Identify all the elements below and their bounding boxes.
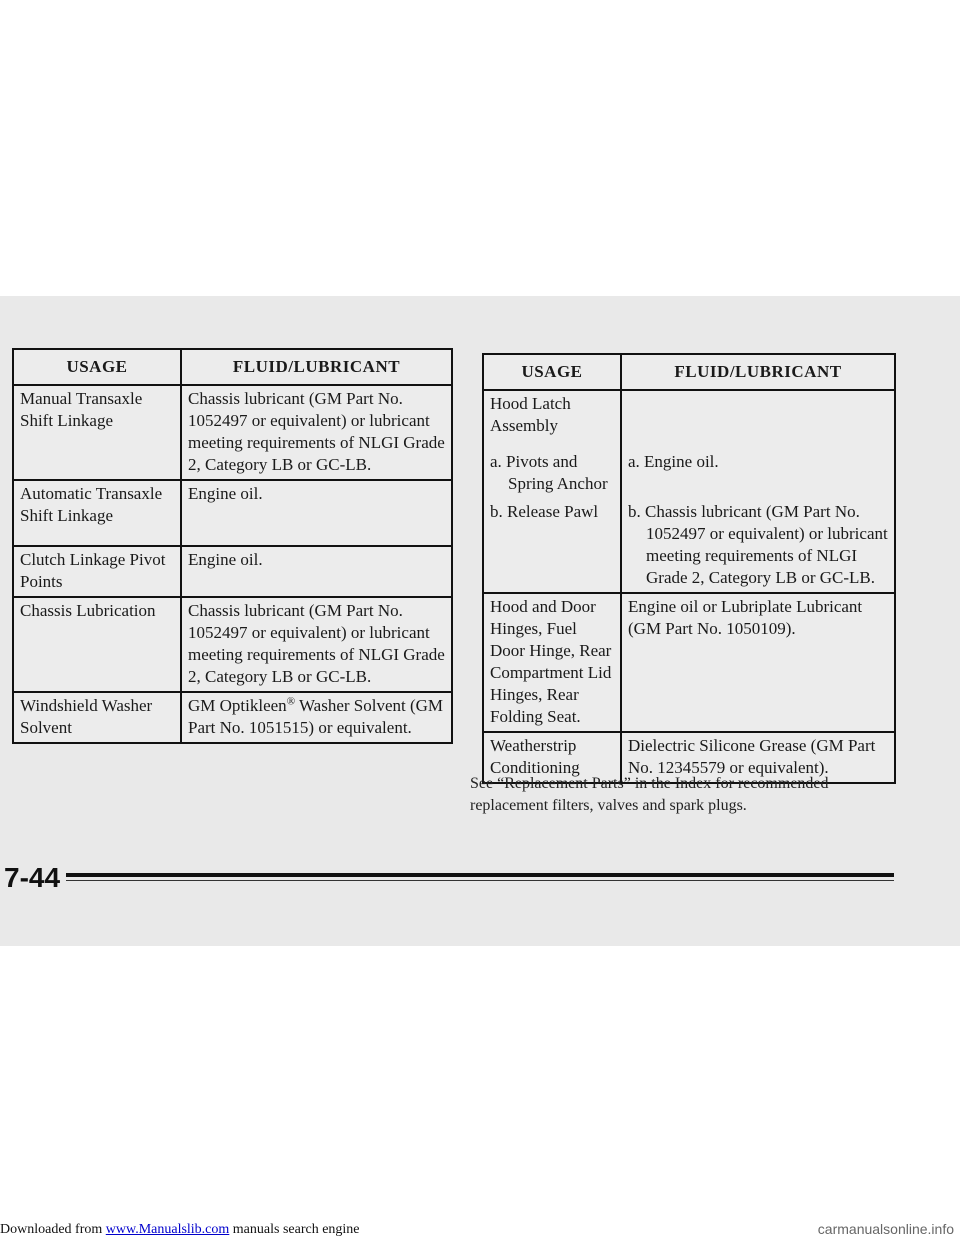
usage-cell: Hood and Door Hinges, Fuel Door Hinge, Rear Compartment Lid Hinges, Rear Folding Seat. xyxy=(483,593,621,732)
usage-cell: Weatherstrip Conditioning xyxy=(483,732,621,783)
table-row xyxy=(13,597,452,692)
fluid-cell: Chassis lubricant (GM Part No. 1052497 or equivalent) or lubricant meeting requirements of NLGI Grade 2, Category LB or GC-LB. xyxy=(181,385,452,480)
fluid-cell xyxy=(621,390,895,593)
download-banner xyxy=(0,1222,360,1238)
fluid-text-pre: GM Optikleen xyxy=(188,696,287,715)
usage-header: USAGE xyxy=(13,349,181,385)
table-row xyxy=(13,692,452,743)
footer-rule xyxy=(66,873,894,877)
table-row xyxy=(483,593,895,732)
fluid-header: FLUID/LUBRICANT xyxy=(181,349,452,385)
table-header-row xyxy=(13,349,452,385)
page-number: 7-44 xyxy=(4,862,61,893)
fluid-cell: Dielectric Silicone Grease (GM Part No. 12345579 or equivalent). xyxy=(621,732,895,783)
fluid-text-post: Washer Solvent (GM Part No. 1051515) or equivalent. xyxy=(188,696,444,737)
pivots-fluid: a. Engine oil. xyxy=(628,452,719,471)
registered-mark: ® xyxy=(286,695,296,708)
table-row xyxy=(13,546,452,597)
hood-latch-title: Hood Latch Assembly xyxy=(490,394,571,435)
fluid-cell xyxy=(181,692,452,743)
fluid-header: FLUID/LUBRICANT xyxy=(621,354,895,390)
footer-rule-thin xyxy=(66,880,894,881)
download-suffix: manuals search engine xyxy=(229,1222,360,1237)
usage-cell: Windshield Washer Solvent xyxy=(13,692,181,743)
usage-cell: Manual Transaxle Shift Linkage xyxy=(13,385,181,480)
table-row xyxy=(483,390,895,593)
release-pawl-fluid: b. Chassis lubricant (GM Part No. 1052497 or equivalent) or lubricant meeting requirements of NLGI Grade 2, Category LB or GC-LB. xyxy=(628,502,888,587)
lubricant-table-left xyxy=(12,348,453,744)
download-prefix: Downloaded from xyxy=(0,1222,106,1237)
fluid-cell: Chassis lubricant (GM Part No. 1052497 or equivalent) or lubricant meeting requirements of NLGI Grade 2, Category LB or GC-LB. xyxy=(181,597,452,692)
table-row xyxy=(13,480,452,546)
release-pawl-usage: b. Release Pawl xyxy=(490,502,599,521)
fluid-cell: Engine oil. xyxy=(181,480,452,546)
lubricant-table-right xyxy=(482,353,896,784)
watermark-text: carmanualsonline.info xyxy=(817,1221,954,1237)
fluid-cell: Engine oil or Lubriplate Lubricant (GM Part No. 1050109). xyxy=(621,593,895,732)
pivots-usage: a. Pivots and Spring Anchor xyxy=(490,452,608,493)
usage-cell xyxy=(483,390,621,593)
usage-cell: Clutch Linkage Pivot Points xyxy=(13,546,181,597)
usage-cell: Chassis Lubrication xyxy=(13,597,181,692)
table-row xyxy=(13,385,452,480)
table-header-row xyxy=(483,354,895,390)
usage-header: USAGE xyxy=(483,354,621,390)
manualslib-link[interactable]: www.Manualslib.com xyxy=(105,1222,230,1237)
usage-cell: Automatic Transaxle Shift Linkage xyxy=(13,480,181,546)
replacement-parts-note: See “Replacement Parts” in the Index for recommended replacement filters, valves and spark plugs. xyxy=(470,775,829,814)
fluid-cell: Engine oil. xyxy=(181,546,452,597)
